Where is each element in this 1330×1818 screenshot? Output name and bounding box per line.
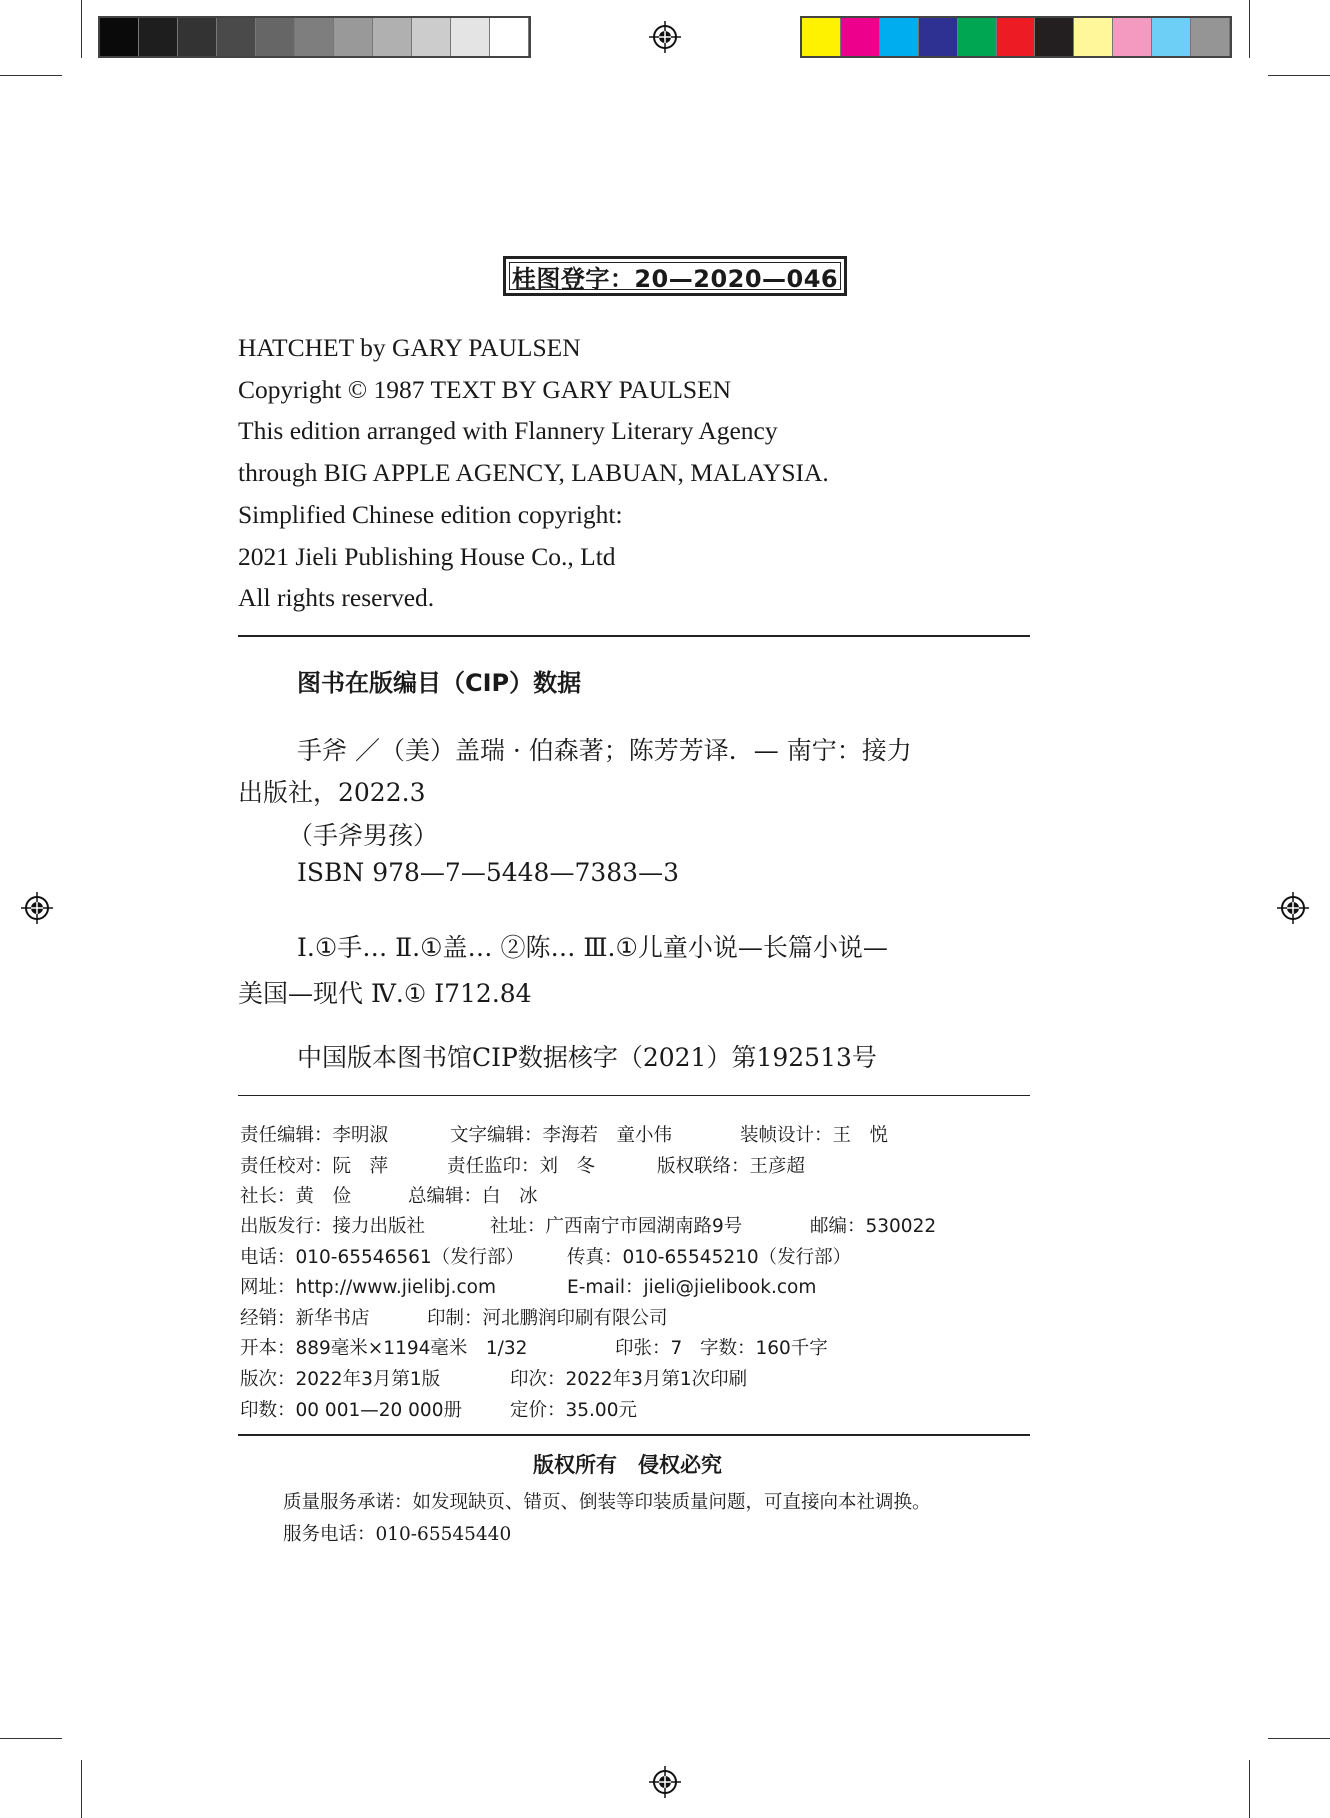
credits-row: [240, 1365, 747, 1391]
copyright-line: through BIG APPLE AGENCY, LABUAN, MALAYSIA.: [238, 458, 829, 488]
credits-row: [240, 1273, 816, 1299]
copyright-line: Simplified Chinese edition copyright:: [238, 499, 623, 529]
credit-item: 总编辑：白 冰: [408, 1186, 538, 1207]
credits-row: [240, 1243, 851, 1269]
credit-item: 经销：新华书店: [240, 1308, 370, 1329]
color-swatch: [880, 18, 919, 56]
color-swatch: [451, 18, 490, 56]
divider: [238, 635, 1030, 637]
cip-record: 中国版本图书馆CIP数据核字（2021）第192513号: [297, 1043, 877, 1072]
color-swatch: [1074, 18, 1113, 56]
registration-mark-icon: [648, 20, 682, 54]
color-swatch: [373, 18, 412, 56]
credit-item: 社址：广西南宁市园湖南路9号: [490, 1216, 743, 1237]
color-swatch: [958, 18, 997, 56]
credit-item: 责任编辑：李明淑: [240, 1125, 389, 1146]
color-swatch: [412, 18, 451, 56]
color-swatch: [295, 18, 334, 56]
credit-item: 字数：160千字: [700, 1338, 828, 1359]
registration-mark-icon: [648, 1765, 682, 1799]
color-swatch: [178, 18, 217, 56]
stamp-text: 桂图登字：20—2020—046: [511, 264, 839, 293]
credits-row: [240, 1212, 936, 1238]
credits-row: [240, 1152, 805, 1178]
credit-item: 网址：http://www.jielibj.com: [240, 1277, 496, 1298]
color-swatch: [997, 18, 1036, 56]
credit-item: 出版发行：接力出版社: [240, 1216, 426, 1237]
credits-row: [240, 1396, 637, 1422]
credit-item: 电话：010-65546561（发行部）: [240, 1247, 525, 1268]
color-swatch: [802, 18, 841, 56]
color-swatch: [217, 18, 256, 56]
credits-row: [240, 1121, 888, 1147]
copyright-line: All rights reserved.: [238, 583, 435, 613]
divider: [238, 1434, 1030, 1436]
color-swatch: [1035, 18, 1074, 56]
credit-item: 印制：河北鹏润印刷有限公司: [427, 1308, 668, 1329]
credits-row: [240, 1182, 538, 1208]
copyright-line: HATCHET by GARY PAULSEN: [238, 333, 581, 362]
color-swatch: [334, 18, 373, 56]
cip-series: （手斧男孩）: [288, 821, 439, 850]
color-swatch: [1113, 18, 1152, 56]
color-swatch: [919, 18, 958, 56]
copyright-block: [238, 327, 829, 619]
registration-number-stamp: [503, 256, 847, 296]
color-swatch: [256, 18, 295, 56]
credit-item: 定价：35.00元: [510, 1400, 637, 1421]
credit-item: 责任监印：刘 冬: [447, 1156, 596, 1177]
color-swatch: [490, 18, 529, 56]
color-swatch: [841, 18, 880, 56]
cip-title: 图书在版编目（CIP）数据: [297, 669, 582, 697]
credit-item: 开本：889毫米×1194毫米 1/32: [240, 1338, 528, 1359]
color-swatch: [100, 18, 139, 56]
cip-classification: 美国—现代 Ⅳ.① I712.84: [238, 979, 532, 1008]
cip-line: 手斧 ／（美）盖瑞 · 伯森著；陈芳芳译．— 南宁：接力: [297, 736, 912, 765]
credit-item: 邮编：530022: [810, 1216, 937, 1237]
cip-classification: Ⅰ.①手… Ⅱ.①盖… ②陈… Ⅲ.①儿童小说—长篇小说—: [297, 933, 888, 962]
copyright-notice: 版权所有 侵权必究: [533, 1453, 722, 1477]
credit-item: 文字编辑：李海若 童小伟: [450, 1125, 673, 1146]
credit-item: 社长：黄 俭: [240, 1186, 352, 1207]
credit-item: 传真：010-65545210（发行部）: [567, 1247, 852, 1268]
registration-mark-icon: [1276, 891, 1310, 925]
divider: [238, 1095, 1030, 1096]
color-bar: [800, 16, 1232, 58]
credit-item: E-mail：jieli@jielibook.com: [567, 1277, 817, 1298]
credit-item: 印次：2022年3月第1次印刷: [510, 1369, 748, 1390]
copyright-line: Copyright © 1987 TEXT BY GARY PAULSEN: [238, 374, 732, 404]
color-swatch: [1152, 18, 1191, 56]
cip-isbn: ISBN 978—7—5448—7383—3: [297, 858, 679, 887]
grayscale-bar: [98, 16, 531, 58]
copyright-line: This edition arranged with Flannery Literary Agency: [238, 416, 778, 446]
color-swatch: [139, 18, 178, 56]
credit-item: 装帧设计：王 悦: [740, 1125, 889, 1146]
credit-item: 版权联络：王彦超: [657, 1156, 806, 1177]
color-swatch: [1191, 18, 1230, 56]
cip-line: 出版社，2022.3: [238, 778, 426, 807]
credit-item: 印张：7: [615, 1338, 683, 1359]
credit-item: 版次：2022年3月第1版: [240, 1369, 441, 1390]
service-phone: 服务电话：010-65545440: [283, 1524, 512, 1545]
credits-row: [240, 1334, 828, 1360]
credit-item: 责任校对：阮 萍: [240, 1156, 389, 1177]
copyright-line: 2021 Jieli Publishing House Co., Ltd: [238, 541, 616, 571]
service-promise: 质量服务承诺：如发现缺页、错页、倒装等印装质量问题，可直接向本社调换。: [283, 1492, 931, 1513]
registration-mark-icon: [20, 891, 54, 925]
credits-row: [240, 1304, 668, 1330]
credit-item: 印数：00 001—20 000册: [240, 1400, 462, 1421]
